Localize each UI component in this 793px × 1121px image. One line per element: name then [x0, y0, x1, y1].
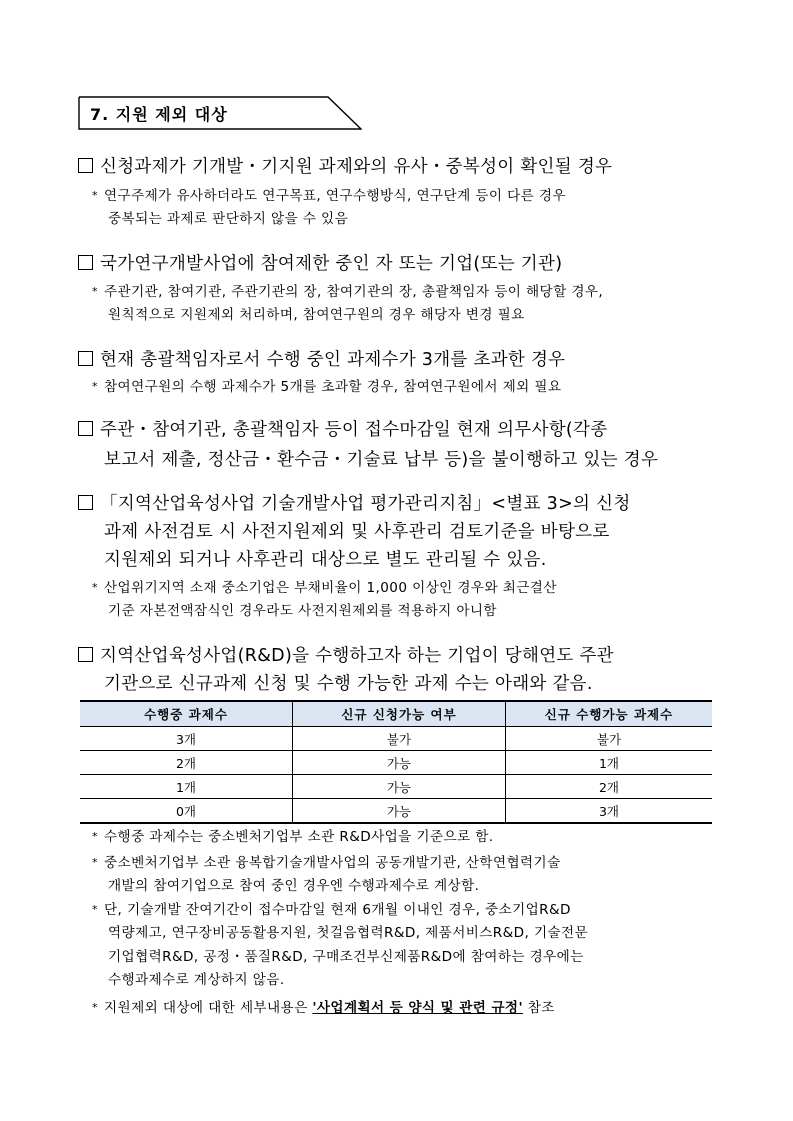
table-header-cell: 신규 신청가능 여부 — [293, 701, 506, 727]
table-cell: 불가 — [506, 727, 713, 751]
table-row — [80, 751, 712, 775]
note: * 산업위기지역 소재 중소기업은 부채비율이 1,000 이상인 경우와 최근결산 — [92, 580, 557, 596]
checkbox-icon — [78, 421, 93, 436]
asterisk-icon: * — [92, 903, 98, 916]
asterisk-icon: * — [92, 581, 98, 594]
table-row — [80, 799, 712, 824]
item-4: 주관・참여기관, 총괄책임자 등이 접수마감일 현재 의무사항(각종 — [78, 416, 607, 441]
table-cell: 가능 — [293, 751, 506, 775]
note-continued: 기업협력R&D, 공정・품질R&D, 구매조건부신제품R&D에 참여하는 경우에는 — [108, 949, 584, 965]
asterisk-icon: * — [92, 1001, 98, 1014]
asterisk-icon: * — [92, 830, 98, 843]
table-cell: 불가 — [293, 727, 506, 751]
table-header-cell: 신규 수행가능 과제수 — [506, 701, 713, 727]
item-5-line-3: 지원제외 되거나 사후관리 대상으로 별도 관리될 수 있음. — [104, 550, 547, 570]
table-header-row — [80, 701, 712, 727]
note: * 연구주제가 유사하더라도 연구목표, 연구수행방식, 연구단계 등이 다른 경우 — [92, 188, 566, 204]
note-continued: 역량제고, 연구장비공동활용지원, 첫걸음협력R&D, 제품서비스R&D, 기술전문 — [108, 925, 589, 941]
section-header — [78, 96, 362, 130]
checkbox-icon — [78, 158, 93, 173]
note: * 수행중 과제수는 중소벤처기업부 소관 R&D사업을 기준으로 함. — [92, 829, 494, 845]
regulation-reference: '사업계획서 등 양식 및 관련 규정' — [312, 1000, 524, 1016]
table-row — [80, 727, 712, 751]
item-6: 지역산업육성사업(R&D)을 수행하고자 하는 기업이 당해연도 주관 — [78, 642, 614, 667]
item-5-line-2: 과제 사전검토 시 사전지원제외 및 사후관리 검토기준을 바탕으로 — [104, 522, 610, 542]
table-cell: 가능 — [293, 775, 506, 799]
checkbox-icon — [78, 647, 93, 662]
note-continued: 원칙적으로 지원제외 처리하며, 참여연구원의 경우 해당자 변경 필요 — [108, 307, 525, 323]
table-header-cell: 수행중 과제수 — [80, 701, 293, 727]
item-3: 현재 총괄책임자로서 수행 중인 과제수가 3개를 초과한 경우 — [78, 346, 565, 371]
note: * 지원제외 대상에 대한 세부내용은 '사업계획서 등 양식 및 관련 규정' 참조 — [92, 1000, 555, 1016]
checkbox-icon — [78, 495, 93, 510]
checkbox-icon — [78, 255, 93, 270]
note: * 중소벤처기업부 소관 융복합기술개발사업의 공동개발기관, 산학연협력기술 — [92, 855, 561, 871]
note-continued: 수행과제수로 계상하지 않음. — [108, 972, 285, 988]
section-title: 7. 지원 제외 대상 — [90, 105, 228, 124]
note-continued: 기준 자본전액잠식인 경우라도 사전지원제외를 적용하지 아니함 — [108, 603, 497, 619]
item-6-line-2: 기관으로 신규과제 신청 및 수행 가능한 과제 수는 아래와 같음. — [104, 674, 593, 694]
note: * 단, 기술개발 잔여기간이 접수마감일 현재 6개월 이내인 경우, 중소기업R&D — [92, 902, 571, 918]
note: * 참여연구원의 수행 과제수가 5개를 초과할 경우, 참여연구원에서 제외 필요 — [92, 379, 562, 395]
table-cell: 1개 — [80, 775, 293, 799]
table-row — [80, 775, 712, 799]
table-cell: 3개 — [506, 799, 713, 824]
item-2: 국가연구개발사업에 참여제한 중인 자 또는 기업(또는 기관) — [78, 250, 562, 275]
table-cell: 2개 — [80, 751, 293, 775]
table-cell: 가능 — [293, 799, 506, 824]
checkbox-icon — [78, 351, 93, 366]
note: * 주관기관, 참여기관, 주관기관의 장, 참여기관의 장, 총괄책임자 등이 해당할 경우, — [92, 284, 604, 300]
item-4-line-2: 보고서 제출, 정산금・환수금・기술료 납부 등)을 불이행하고 있는 경우 — [104, 450, 659, 470]
table-cell: 3개 — [80, 727, 293, 751]
item-5: 「지역산업육성사업 기술개발사업 평가관리지침」<별표 3>의 신청 — [78, 490, 631, 515]
asterisk-icon: * — [92, 189, 98, 202]
project-count-table — [80, 700, 712, 824]
asterisk-icon: * — [92, 285, 98, 298]
asterisk-icon: * — [92, 856, 98, 869]
asterisk-icon: * — [92, 380, 98, 393]
note-continued: 중복되는 과제로 판단하지 않을 수 있음 — [108, 211, 349, 227]
table-cell: 2개 — [506, 775, 713, 799]
table-cell: 0개 — [80, 799, 293, 824]
item-1: 신청과제가 기개발・기지원 과제와의 유사・중복성이 확인될 경우 — [78, 153, 612, 178]
table-cell: 1개 — [506, 751, 713, 775]
note-continued: 개발의 참여기업으로 참여 중인 경우엔 수행과제수로 계상함. — [108, 878, 480, 894]
